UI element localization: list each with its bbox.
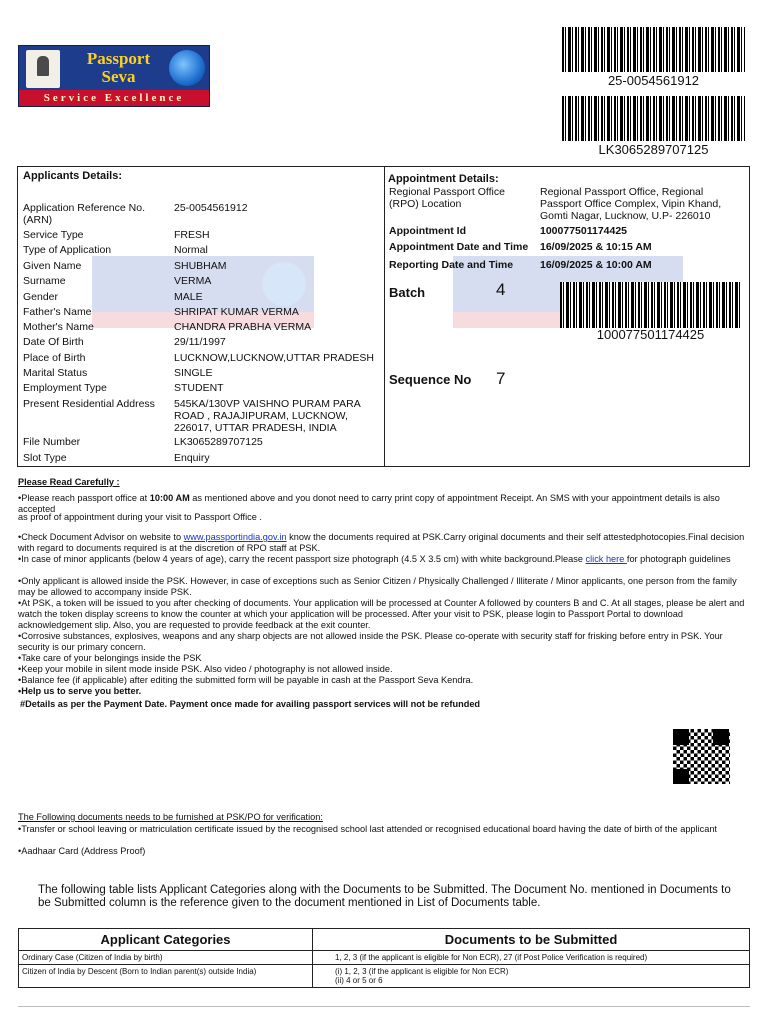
value-file-number: LK3065289707125 [174,436,263,448]
label-file-number: File Number [23,436,81,448]
documents-heading: The Following documents needs to be furnished at PSK/PO for verification: [18,812,323,822]
label-appointment-date: Appointment Date and Time [389,241,529,253]
value-service-type: FRESH [174,229,210,241]
value-appointment-id: 100077501174425 [540,225,628,237]
label-sequence-no: Sequence No [389,372,472,387]
value-date-of-birth: 29/11/1997 [174,336,226,348]
documents-cell: (i) 1, 2, 3 (if the applicant is eligible for Non ECR) (ii) 4 or 5 or 6 [313,965,750,988]
file-barcode-number: LK3065289707125 [598,142,709,157]
photo-guidelines-link[interactable]: click here [585,554,627,564]
label-service-type: Service Type [23,229,84,241]
note-reach-office: •Please reach passport office at 10:00 AM as mentioned above and you donot need to carry print copy of appointment Receipt. An SMS with your appointment details is also accepted [18,493,720,514]
label-employment-type: Employment Type [23,382,107,394]
label-marital-status: Marital Status [23,367,88,379]
note-minor-applicants: •In case of minor applicants (below 4 years of age), carry the recent passport size photograph (4.5 X 3.5 cm) with white background.Please click here for photograph guidelines [18,554,731,564]
appointment-barcode [560,282,741,328]
passportindia-link[interactable]: www.passportindia.gov.in [183,532,287,542]
document-item-aadhaar: •Aadhaar Card (Address Proof) [18,846,146,856]
document-item-tc: •Transfer or school leaving or matriculation certificate issued by the recognised school last attended or recognised educational board having the date of birth of the applicant [18,824,717,834]
arn-barcode [562,27,745,72]
value-rpo-location: Regional Passport Office, Regional Passport Office Complex, Vipin Khand, Gomti Nagar, Lucknow, U.P- 226010 [540,186,722,222]
qr-code [673,729,730,784]
value-given-name: SHUBHAM [174,260,227,272]
label-rpo-location: Regional Passport Office (RPO) Location [389,186,505,210]
value-gender: MALE [174,291,203,303]
value-address: 545KA/130VP VAISHNO PURAM PARA ROAD , RAJAJIPURAM, LUCKNOW, 226017, UTTAR PRADESH, INDIA [174,398,361,434]
value-mothers-name: CHANDRA PRABHA VERMA [174,321,312,333]
label-place-of-birth: Place of Birth [23,352,86,364]
value-arn: 25-0054561912 [174,202,248,214]
note-token-process: •At PSK, a token will be issued to you after checking of documents. Your application will be processed at Counter A followed by counters B and C. At all stages, please be alert and watch the token display screens to know the counter at which your application will be processed. After your visit to PSK, please login to Passport Portal to download acknowledgement slip. Also, you are requested to provide feedback at the exit counter. [18,598,745,630]
categories-intro: The following table lists Applicant Categories along with the Documents to be Submitted. The Document No. mentioned in Documents to be Submitted column is the reference given to the document mentioned in List of Documents table. [38,884,731,909]
value-reporting-date: 16/09/2025 & 10:00 AM [540,259,652,271]
label-given-name: Given Name [23,260,82,272]
appointment-details-heading: Appointment Details: [388,173,499,185]
label-gender: Gender [23,291,59,303]
file-barcode [562,96,745,141]
note-proof-of-appointment: as proof of appointment during your visit to Passport Office . [18,512,262,522]
categories-table [18,928,750,988]
value-appointment-date: 16/09/2025 & 10:15 AM [540,241,652,253]
label-address: Present Residential Address [23,398,155,410]
note-belongings: •Take care of your belongings inside the PSK [18,653,202,663]
documents-cell: 1, 2, 3 (if the applicant is eligible for Non ECR), 27 (if Post Police Verification is required) [313,951,750,965]
value-batch: 4 [496,280,506,299]
value-sequence-no: 7 [496,369,506,388]
logo-tagline: Service Excellence [19,90,209,106]
value-fathers-name: SHRIPAT KUMAR VERMA [174,306,299,318]
note-mobile: •Keep your mobile in silent mode inside PSK. Also video / photography is not allowed inside. [18,664,393,674]
label-arn: Application Reference No. (ARN) [23,202,145,226]
page-footer-line [18,1006,750,1007]
logo-brand-text: Passport Seva [86,49,151,86]
passport-seva-logo [18,45,210,107]
label-surname: Surname [23,275,66,287]
globe-icon [169,50,205,86]
applicant-details-heading: Applicants Details: [23,170,123,182]
category-cell: Citizen of India by Descent (Born to Indian parent(s) outside India) [19,965,313,988]
label-appointment-id: Appointment Id [389,225,466,237]
details-divider [384,166,385,467]
label-reporting-date: Reporting Date and Time [389,259,514,271]
note-payment-refund: #Details as per the Payment Date. Payment once made for availing passport services will not be refunded [20,699,481,709]
note-only-applicant: •Only applicant is allowed inside the PSK. However, in case of exceptions such as Senior Citizen / Physically Challenged / Illiterate / Minor applicants, one person from the family may be allowed to accompany inside PSK. [18,576,737,597]
table-row [19,965,750,988]
note-help-us: •Help us to serve you better. [18,686,142,696]
category-cell: Ordinary Case (Citizen of India by birth) [19,951,313,965]
note-balance-fee: •Balance fee (if applicable) after editing the submitted form will be payable in cash at the Passport Seva Kendra. [18,675,474,685]
label-fathers-name: Father's Name [23,306,92,318]
note-document-advisor: •Check Document Advisor on website to www.passportindia.gov.in know the documents required at PSK.Carry original documents and their self attestedphotocopies.Final decision with regard to documents required is at the discretion of RPO staff at PSK. [18,532,745,553]
header-documents-to-be-submitted: Documents to be Submitted [313,929,750,951]
appointment-barcode-number: 100077501174425 [596,327,705,342]
label-application-type: Type of Application [23,244,112,256]
value-place-of-birth: LUCKNOW,LUCKNOW,UTTAR PRADESH [174,352,374,364]
label-batch: Batch [389,285,426,300]
arn-barcode-number: 25-0054561912 [607,73,700,88]
note-security: •Corrosive substances, explosives, weapons and any sharp objects are not allowed inside the PSK. Please co-operate with security staff for frisking before entry in PSK. Your security is our primary concern. [18,631,723,652]
value-application-type: Normal [174,244,208,256]
value-slot-type: Enquiry [174,452,210,464]
notes-heading: Please Read Carefully : [18,477,120,487]
label-date-of-birth: Date Of Birth [23,336,84,348]
header-applicant-categories: Applicant Categories [19,929,313,951]
table-row [19,951,750,965]
label-slot-type: Slot Type [23,452,67,464]
national-emblem-icon [26,50,60,88]
value-surname: VERMA [174,275,212,287]
value-employment-type: STUDENT [174,382,224,394]
value-marital-status: SINGLE [174,367,213,379]
label-mothers-name: Mother's Name [23,321,94,333]
